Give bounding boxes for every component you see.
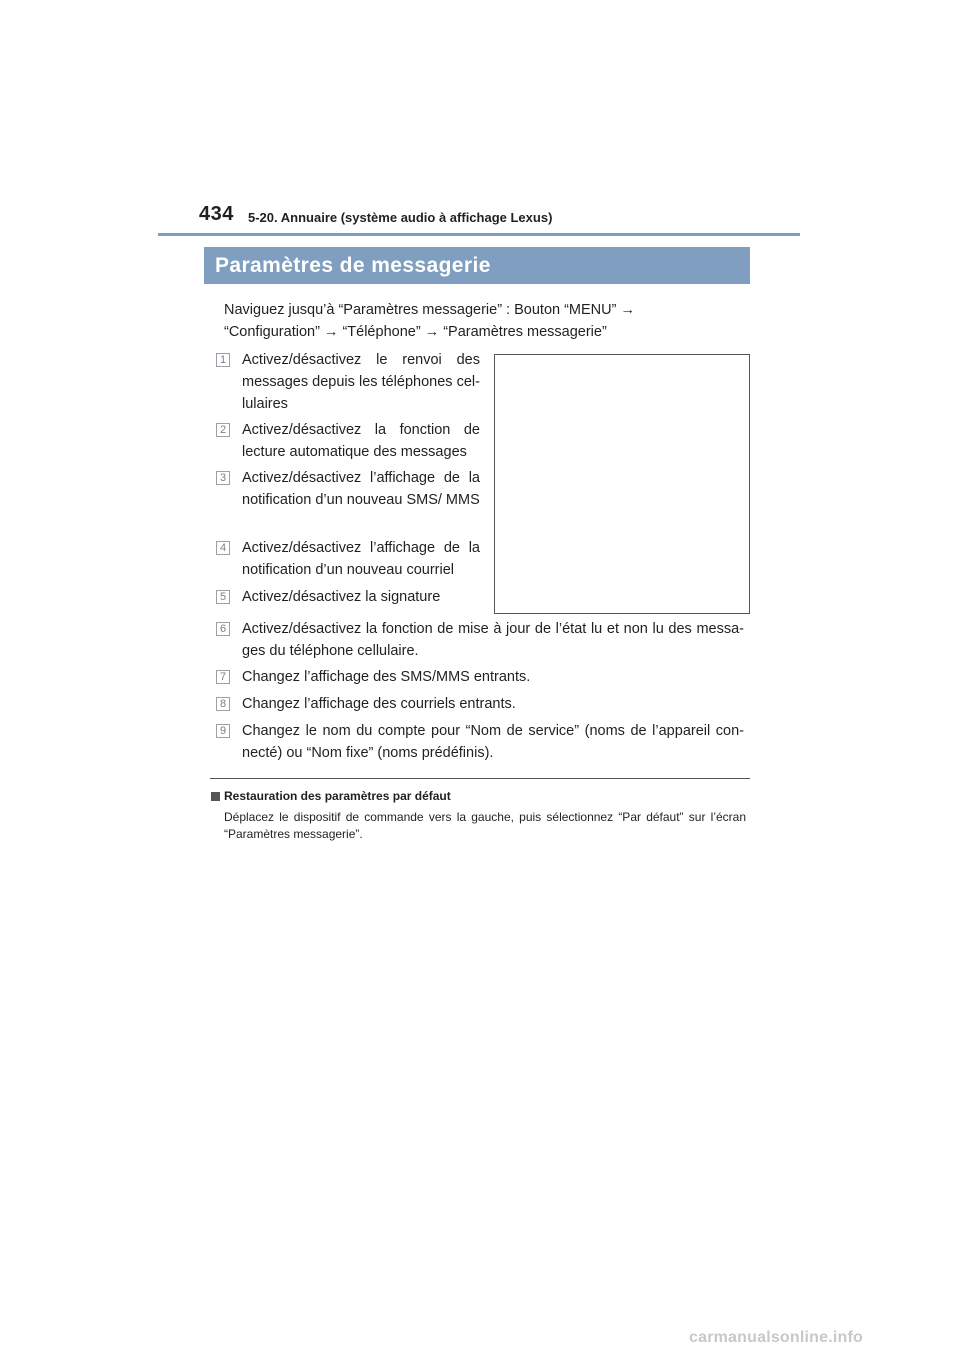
item-text: Changez l’affichage des courriels entrants. [242, 696, 516, 712]
section-divider [210, 778, 750, 779]
header-rule [158, 233, 800, 236]
item-number: 3 [216, 471, 230, 485]
section-header [204, 247, 750, 284]
item-text: Activez/désactivez l’affichage de la notification d’un nouveau SMS/ MMS [242, 470, 480, 508]
item-number: 8 [216, 697, 230, 711]
item-text: Changez le nom du compte pour “Nom de service” (noms de l’appareil connecté) ou “Nom fixe” (noms prédéfinis). [242, 723, 744, 761]
chapter-title: 5-20. Annuaire (système audio à affichage Lexus) [248, 210, 553, 225]
screen-illustration [494, 354, 750, 614]
watermark: carmanualsonline.info [689, 1329, 864, 1346]
section-title: Paramètres de messagerie [215, 253, 491, 277]
note-title: Restauration des paramètres par défaut [224, 789, 451, 803]
item-number: 1 [216, 353, 230, 367]
note-bullet-icon [211, 792, 220, 801]
item-number: 7 [216, 670, 230, 684]
navigation-line-2: “Configuration” → “Téléphone” → “Paramètres messagerie” [224, 324, 607, 340]
item-text: Activez/désactivez la signature [242, 589, 441, 605]
navigation-line-1: Naviguez jusqu’à “Paramètres messagerie” : Bouton “MENU” → [224, 302, 635, 318]
item-text: Activez/désactivez le renvoi des messages depuis les téléphones cellulaires [242, 352, 480, 412]
page-number: 434 [199, 203, 234, 225]
item-text: Activez/désactivez la fonction de lecture automatique des messages [242, 422, 480, 460]
item-text: Activez/désactivez l’affichage de la notification d’un nouveau courriel [242, 540, 480, 578]
item-text: Changez l’affichage des SMS/MMS entrants. [242, 669, 531, 685]
note-body: Déplacez le dispositif de commande vers la gauche, puis sélectionnez “Par défaut” sur l’écran “Paramètres messagerie”. [224, 810, 746, 841]
item-number: 9 [216, 724, 230, 738]
item-number: 6 [216, 622, 230, 636]
item-number: 4 [216, 541, 230, 555]
item-number: 5 [216, 590, 230, 604]
item-number: 2 [216, 423, 230, 437]
item-text: Activez/désactivez la fonction de mise à jour de l’état lu et non lu des messages du téléphone cellulaire. [242, 621, 744, 659]
